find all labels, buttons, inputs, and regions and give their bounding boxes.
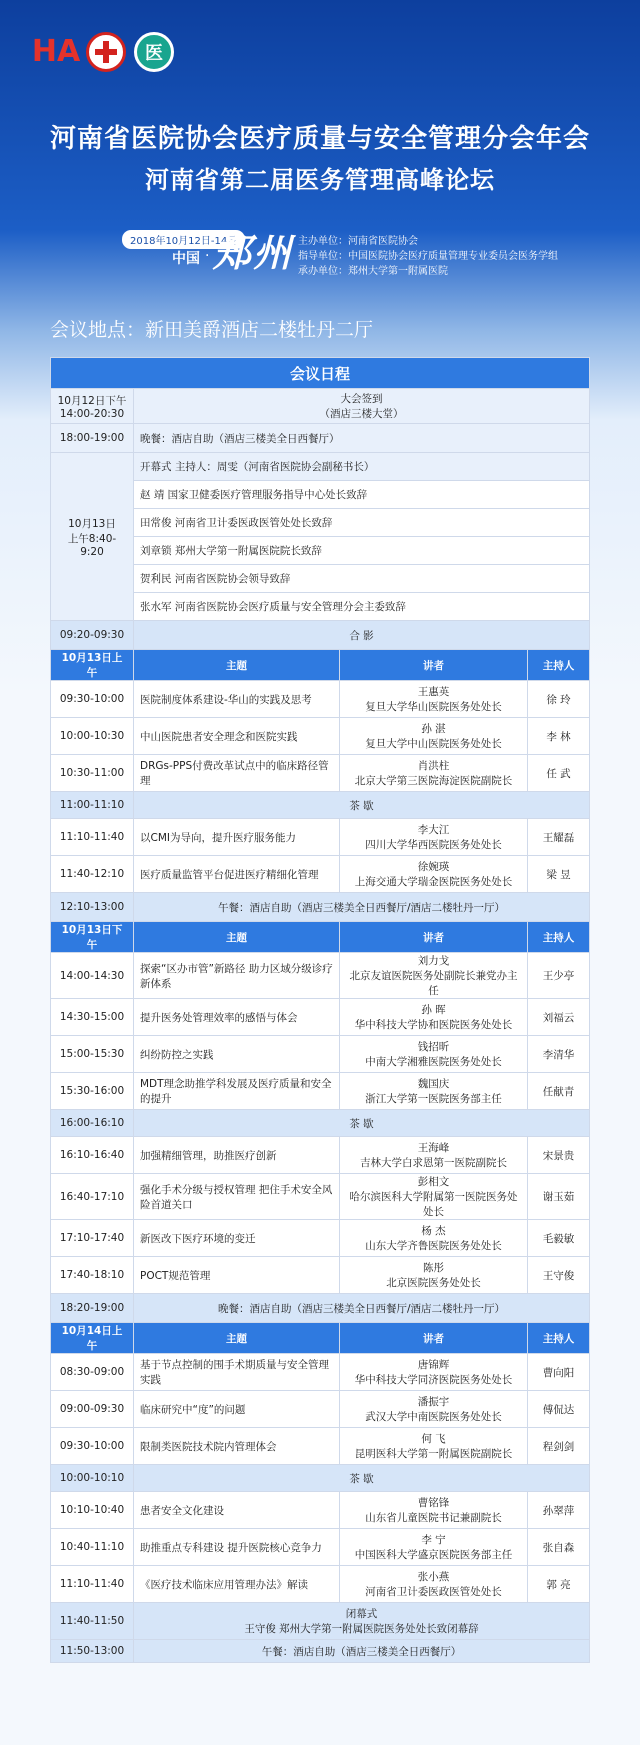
table-row xyxy=(51,1174,590,1220)
topic-cell: 强化手术分级与授权管理 把住手术安全风险首道关口 xyxy=(134,1174,340,1220)
host-cell: 张自森 xyxy=(528,1529,590,1566)
topic-cell: POCT规范管理 xyxy=(134,1257,340,1294)
speaker-cell: 魏国庆 浙江大学第一医院医务部主任 xyxy=(340,1073,528,1110)
event-cell: 茶 歇 xyxy=(134,1465,590,1492)
host-cell: 王耀磊 xyxy=(528,819,590,856)
date-text: 2018年10月12日-14日 xyxy=(122,230,245,249)
speaker-cell: 杨 杰 山东大学齐鲁医院医务处处长 xyxy=(340,1220,528,1257)
table-row xyxy=(51,953,590,999)
col-speaker: 讲者 xyxy=(340,650,528,681)
time-cell: 11:40-12:10 xyxy=(51,856,134,893)
topic-cell: 探索“区办市管”新路径 助力区域分级诊疗新体系 xyxy=(134,953,340,999)
speaker-cell: 徐婉瑛 上海交通大学瑞金医院医务处处长 xyxy=(340,856,528,893)
topic-cell: 中山医院患者安全理念和医院实践 xyxy=(134,718,340,755)
table-row xyxy=(51,718,590,755)
event-cell: 合 影 xyxy=(134,621,590,650)
host-unit-line: 承办单位：郑州大学第一附属医院 xyxy=(298,266,448,277)
host-cell: 郭 亮 xyxy=(528,1566,590,1603)
table-row xyxy=(51,1566,590,1603)
time-cell: 14:30-15:00 xyxy=(51,999,134,1036)
host-cell: 傅侃达 xyxy=(528,1391,590,1428)
col-speaker: 讲者 xyxy=(340,1323,528,1354)
table-row xyxy=(51,1220,590,1257)
time-cell: 09:30-10:00 xyxy=(51,681,134,718)
section-label: 10月14日上午 xyxy=(51,1323,134,1354)
table-row xyxy=(51,1110,590,1137)
time-cell: 09:30-10:00 xyxy=(51,1428,134,1465)
schedule-title: 会议日程 xyxy=(51,358,590,389)
table-row xyxy=(51,1354,590,1391)
table-row xyxy=(51,1492,590,1529)
venue: 会议地点：新田美爵酒店二楼牡丹二厅 xyxy=(50,319,374,341)
table-row xyxy=(51,755,590,792)
host-cell: 任 武 xyxy=(528,755,590,792)
opening-item: 开幕式 主持人：周雯（河南省医院协会副秘书长） xyxy=(134,453,590,481)
host-cell: 谢玉茹 xyxy=(528,1174,590,1220)
col-topic: 主题 xyxy=(134,1323,340,1354)
time-cell: 18:00-19:00 xyxy=(51,424,134,453)
col-speaker: 讲者 xyxy=(340,922,528,953)
host-cell: 王少亭 xyxy=(528,953,590,999)
topic-cell: 患者安全文化建设 xyxy=(134,1492,340,1529)
topic-cell: 助推重点专科建设 提升医院核心竞争力 xyxy=(134,1529,340,1566)
time-cell: 14:00-14:30 xyxy=(51,953,134,999)
topic-cell: 纠纷防控之实践 xyxy=(134,1036,340,1073)
table-row xyxy=(51,1529,590,1566)
guide-line: 指导单位：中国医院协会医疗质量管理专业委员会医务学组 xyxy=(298,251,558,262)
speaker-cell: 钱招昕 中南大学湘雅医院医务处处长 xyxy=(340,1036,528,1073)
topic-cell: 新医改下医疗环境的变迁 xyxy=(134,1220,340,1257)
time-cell: 16:40-17:10 xyxy=(51,1174,134,1220)
time-cell: 16:10-16:40 xyxy=(51,1137,134,1174)
opening-item: 田常俊 河南省卫计委医政医管处处长致辞 xyxy=(134,509,590,537)
event-cell: 大会签到 （酒店三楼大堂） xyxy=(134,389,590,424)
table-row xyxy=(51,1640,590,1663)
time-cell: 10:10-10:40 xyxy=(51,1492,134,1529)
speaker-cell: 潘振宇 武汉大学中南医院医务处处长 xyxy=(340,1391,528,1428)
speaker-cell: 肖洪柱 北京大学第三医院海淀医院副院长 xyxy=(340,755,528,792)
event-cell: 茶 歇 xyxy=(134,792,590,819)
table-row xyxy=(51,893,590,922)
topic-cell: 基于节点控制的围手术期质量与安全管理实践 xyxy=(134,1354,340,1391)
organizer-line: 主办单位：河南省医院协会 xyxy=(298,236,418,247)
event-cell: 午餐：酒店自助（酒店三楼美全日西餐厅/酒店二楼牡丹一厅） xyxy=(134,893,590,922)
host-cell: 刘福云 xyxy=(528,999,590,1036)
speaker-cell: 李 宁 中国医科大学盛京医院医务部主任 xyxy=(340,1529,528,1566)
col-topic: 主题 xyxy=(134,650,340,681)
table-row xyxy=(51,1323,590,1354)
time-cell: 10:40-11:10 xyxy=(51,1529,134,1566)
table-row xyxy=(51,1257,590,1294)
host-cell: 程剑剑 xyxy=(528,1428,590,1465)
time-cell: 12:10-13:00 xyxy=(51,893,134,922)
event-cell: 午餐：酒店自助（酒店三楼美全日西餐厅） xyxy=(134,1640,590,1663)
time-cell: 10:00-10:10 xyxy=(51,1465,134,1492)
opening-item: 贺利民 河南省医院协会领导致辞 xyxy=(134,565,590,593)
topic-cell: 临床研究中“度”的问题 xyxy=(134,1391,340,1428)
speaker-cell: 孙 晖 华中科技大学协和医院医务处处长 xyxy=(340,999,528,1036)
host-cell: 李清华 xyxy=(528,1036,590,1073)
closing-cell: 闭幕式 王守俊 郑州大学第一附属医院医务处处长致闭幕辞 xyxy=(134,1603,590,1640)
time-cell: 17:40-18:10 xyxy=(51,1257,134,1294)
topic-cell: DRGs-PPS付费改革试点中的临床路径管理 xyxy=(134,755,340,792)
opening-item: 张水军 河南省医院协会医疗质量与安全管理分会主委致辞 xyxy=(134,593,590,621)
main-title: 河南省医院协会医疗质量与安全管理分会年会 xyxy=(49,124,590,154)
red-cross-logo xyxy=(86,32,126,72)
speaker-cell: 曹铭锋 山东省儿童医院书记兼副院长 xyxy=(340,1492,528,1529)
col-host: 主持人 xyxy=(528,650,590,681)
time-cell: 10:30-11:00 xyxy=(51,755,134,792)
table-row xyxy=(51,792,590,819)
schedule-table xyxy=(50,357,590,1663)
table-row xyxy=(51,999,590,1036)
host-cell: 任献青 xyxy=(528,1073,590,1110)
table-row xyxy=(51,1073,590,1110)
hospital-association-logo: HA xyxy=(31,34,81,69)
col-host: 主持人 xyxy=(528,1323,590,1354)
city-calligraphy: 郑州 xyxy=(213,230,294,275)
time-cell: 08:30-09:00 xyxy=(51,1354,134,1391)
table-row xyxy=(51,389,590,424)
time-cell: 15:30-16:00 xyxy=(51,1073,134,1110)
topic-cell: MDT理念助推学科发展及医疗质量和安全的提升 xyxy=(134,1073,340,1110)
table-row xyxy=(51,1036,590,1073)
topic-cell: 加强精细管理，助推医疗创新 xyxy=(134,1137,340,1174)
host-cell: 徐 玲 xyxy=(528,681,590,718)
event-cell: 晚餐：酒店自助（酒店三楼美全日西餐厅/酒店二楼牡丹一厅） xyxy=(134,1294,590,1323)
table-row xyxy=(51,424,590,453)
host-cell: 毛毅敏 xyxy=(528,1220,590,1257)
separator-dot: · xyxy=(205,248,210,264)
speaker-cell: 王海峰 吉林大学白求恩第一医院副院长 xyxy=(340,1137,528,1174)
table-row xyxy=(51,1137,590,1174)
time-cell: 11:50-13:00 xyxy=(51,1640,134,1663)
time-cell: 11:10-11:40 xyxy=(51,819,134,856)
speaker-cell: 张小燕 河南省卫计委医政医管处处长 xyxy=(340,1566,528,1603)
time-cell: 09:00-09:30 xyxy=(51,1391,134,1428)
opening-item: 刘章锁 郑州大学第一附属医院院长致辞 xyxy=(134,537,590,565)
section-label: 10月13日上午 xyxy=(51,650,134,681)
topic-cell: 限制类医院技术院内管理体会 xyxy=(134,1428,340,1465)
table-row xyxy=(51,1294,590,1323)
event-cell: 晚餐：酒店自助（酒店三楼美全日西餐厅） xyxy=(134,424,590,453)
opening-item: 赵 靖 国家卫健委医疗管理服务指导中心处长致辞 xyxy=(134,481,590,509)
table-row xyxy=(51,681,590,718)
time-cell: 09:20-09:30 xyxy=(51,621,134,650)
host-cell: 梁 昱 xyxy=(528,856,590,893)
table-row xyxy=(51,1465,590,1492)
speaker-cell: 王惠英 复旦大学华山医院医务处处长 xyxy=(340,681,528,718)
host-cell: 宋景贵 xyxy=(528,1137,590,1174)
speaker-cell: 李大江 四川大学华西医院医务处处长 xyxy=(340,819,528,856)
table-row xyxy=(51,1603,590,1640)
topic-cell: 以CMI为导向，提升医疗服务能力 xyxy=(134,819,340,856)
speaker-cell: 唐锦辉 华中科技大学同济医院医务处处长 xyxy=(340,1354,528,1391)
speaker-cell: 刘力戈 北京友谊医院医务处副院长兼党办主任 xyxy=(340,953,528,999)
col-host: 主持人 xyxy=(528,922,590,953)
table-row xyxy=(51,1428,590,1465)
topic-cell: 医院制度体系建设-华山的实践及思考 xyxy=(134,681,340,718)
speaker-cell: 陈彤 北京医院医务处处长 xyxy=(340,1257,528,1294)
host-cell: 孙翠萍 xyxy=(528,1492,590,1529)
table-row xyxy=(51,621,590,650)
section-label: 10月13日下午 xyxy=(51,922,134,953)
table-row xyxy=(51,453,590,481)
time-cell: 18:20-19:00 xyxy=(51,1294,134,1323)
time-cell: 15:00-15:30 xyxy=(51,1036,134,1073)
host-cell: 曹向阳 xyxy=(528,1354,590,1391)
host-cell: 王守俊 xyxy=(528,1257,590,1294)
time-cell: 16:00-16:10 xyxy=(51,1110,134,1137)
time-cell: 11:00-11:10 xyxy=(51,792,134,819)
event-cell: 茶 歇 xyxy=(134,1110,590,1137)
organizers xyxy=(298,234,558,279)
topic-cell: 《医疗技术临床应用管理办法》解读 xyxy=(134,1566,340,1603)
table-row xyxy=(51,1391,590,1428)
time-cell: 10:00-10:30 xyxy=(51,718,134,755)
topic-cell: 医疗质量监管平台促进医疗精细化管理 xyxy=(134,856,340,893)
topic-cell: 提升医务处管理效率的感悟与体会 xyxy=(134,999,340,1036)
table-row xyxy=(51,922,590,953)
country-text: 中国 xyxy=(172,251,200,267)
time-cell: 11:10-11:40 xyxy=(51,1566,134,1603)
col-topic: 主题 xyxy=(134,922,340,953)
speaker-cell: 何 飞 昆明医科大学第一附属医院副院长 xyxy=(340,1428,528,1465)
time-cell: 10月13日 上午8:40-9:20 xyxy=(51,453,134,621)
table-row xyxy=(51,819,590,856)
sub-title: 河南省第二届医务管理高峰论坛 xyxy=(145,166,495,194)
time-cell: 10月12日下午 14:00-20:30 xyxy=(51,389,134,424)
speaker-cell: 孙 湛 复旦大学中山医院医务处处长 xyxy=(340,718,528,755)
speaker-cell: 彭相文 哈尔滨医科大学附属第一医院医务处处长 xyxy=(340,1174,528,1220)
host-cell: 李 林 xyxy=(528,718,590,755)
table-row xyxy=(51,650,590,681)
logo-group xyxy=(31,32,174,72)
table-row xyxy=(51,856,590,893)
green-emblem-logo: 医 xyxy=(134,32,174,72)
time-cell: 11:40-11:50 xyxy=(51,1603,134,1640)
time-cell: 17:10-17:40 xyxy=(51,1220,134,1257)
